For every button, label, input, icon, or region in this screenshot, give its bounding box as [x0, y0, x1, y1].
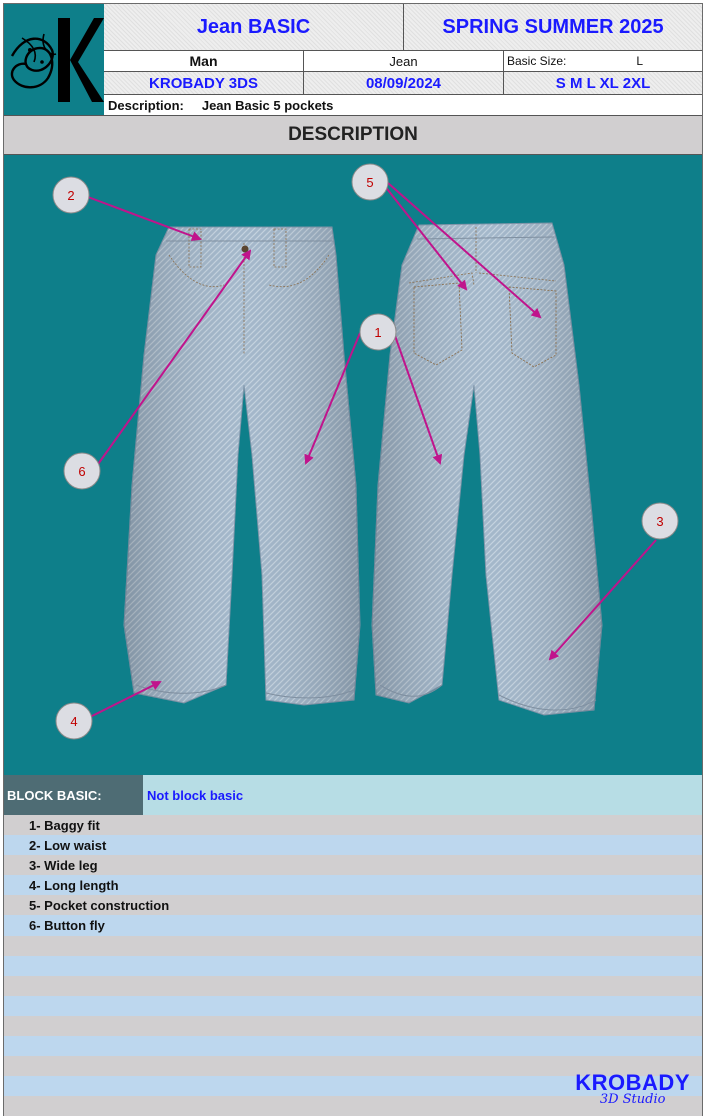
brand-logo	[4, 4, 104, 115]
style-title: Jean BASIC	[104, 4, 404, 51]
list-item	[4, 976, 702, 996]
front-view-jeans	[124, 227, 360, 705]
list-item	[4, 996, 702, 1016]
basic-size-cell	[504, 51, 702, 72]
list-item	[4, 1036, 702, 1056]
callout-5	[352, 164, 388, 200]
footer-brand-name: KROBADY	[575, 1070, 690, 1095]
callout-5-number: 5	[366, 175, 374, 190]
tech-pack-sheet	[3, 3, 703, 1116]
block-basic-label: BLOCK BASIC:	[4, 775, 143, 815]
basic-size-label: Basic Size:	[507, 54, 567, 68]
callout-2	[53, 177, 89, 213]
description-label: Description:	[108, 97, 184, 113]
back-view-jeans	[372, 223, 602, 715]
callout-1	[360, 314, 396, 350]
callout-3-number: 3	[656, 514, 664, 529]
list-item	[4, 956, 702, 976]
gender-value: Man	[104, 51, 304, 72]
category-value: Jean	[304, 51, 504, 72]
description-row	[104, 95, 702, 115]
brand-line: KROBADY 3DS	[104, 72, 304, 95]
date-value: 08/09/2024	[304, 72, 504, 95]
list-item	[4, 936, 702, 956]
list-item: 5- Pocket construction	[4, 895, 702, 915]
callout-6-number: 6	[78, 464, 86, 479]
callout-4-number: 4	[70, 714, 78, 729]
krobady-logo-icon	[4, 4, 104, 115]
callout-1-number: 1	[374, 325, 382, 340]
basic-size-value: L	[636, 54, 644, 68]
callout-2-number: 2	[67, 188, 75, 203]
callout-3	[642, 503, 678, 539]
size-range: S M L XL 2XL	[504, 72, 702, 95]
garment-illustration	[4, 155, 702, 775]
season-label: SPRING SUMMER 2025	[404, 4, 702, 51]
description-value: Jean Basic 5 pockets	[201, 97, 334, 113]
callout-4	[56, 703, 92, 739]
footer-brand-sub: 3D Studio	[599, 1092, 666, 1107]
block-basic-row	[4, 775, 702, 815]
list-item: 1- Baggy fit	[4, 815, 702, 835]
arrow-4	[90, 682, 160, 717]
list-item: 2- Low waist	[4, 835, 702, 855]
list-item: 4- Long length	[4, 875, 702, 895]
jeans-drawing	[4, 155, 702, 775]
callout-6	[64, 453, 100, 489]
section-title: DESCRIPTION	[4, 115, 702, 155]
arrow-2	[88, 197, 200, 239]
list-item: 6- Button fly	[4, 915, 702, 935]
list-item: 3- Wide leg	[4, 855, 702, 875]
list-item	[4, 1016, 702, 1036]
footer-brand	[575, 1070, 690, 1107]
block-basic-value: Not block basic	[147, 787, 244, 803]
